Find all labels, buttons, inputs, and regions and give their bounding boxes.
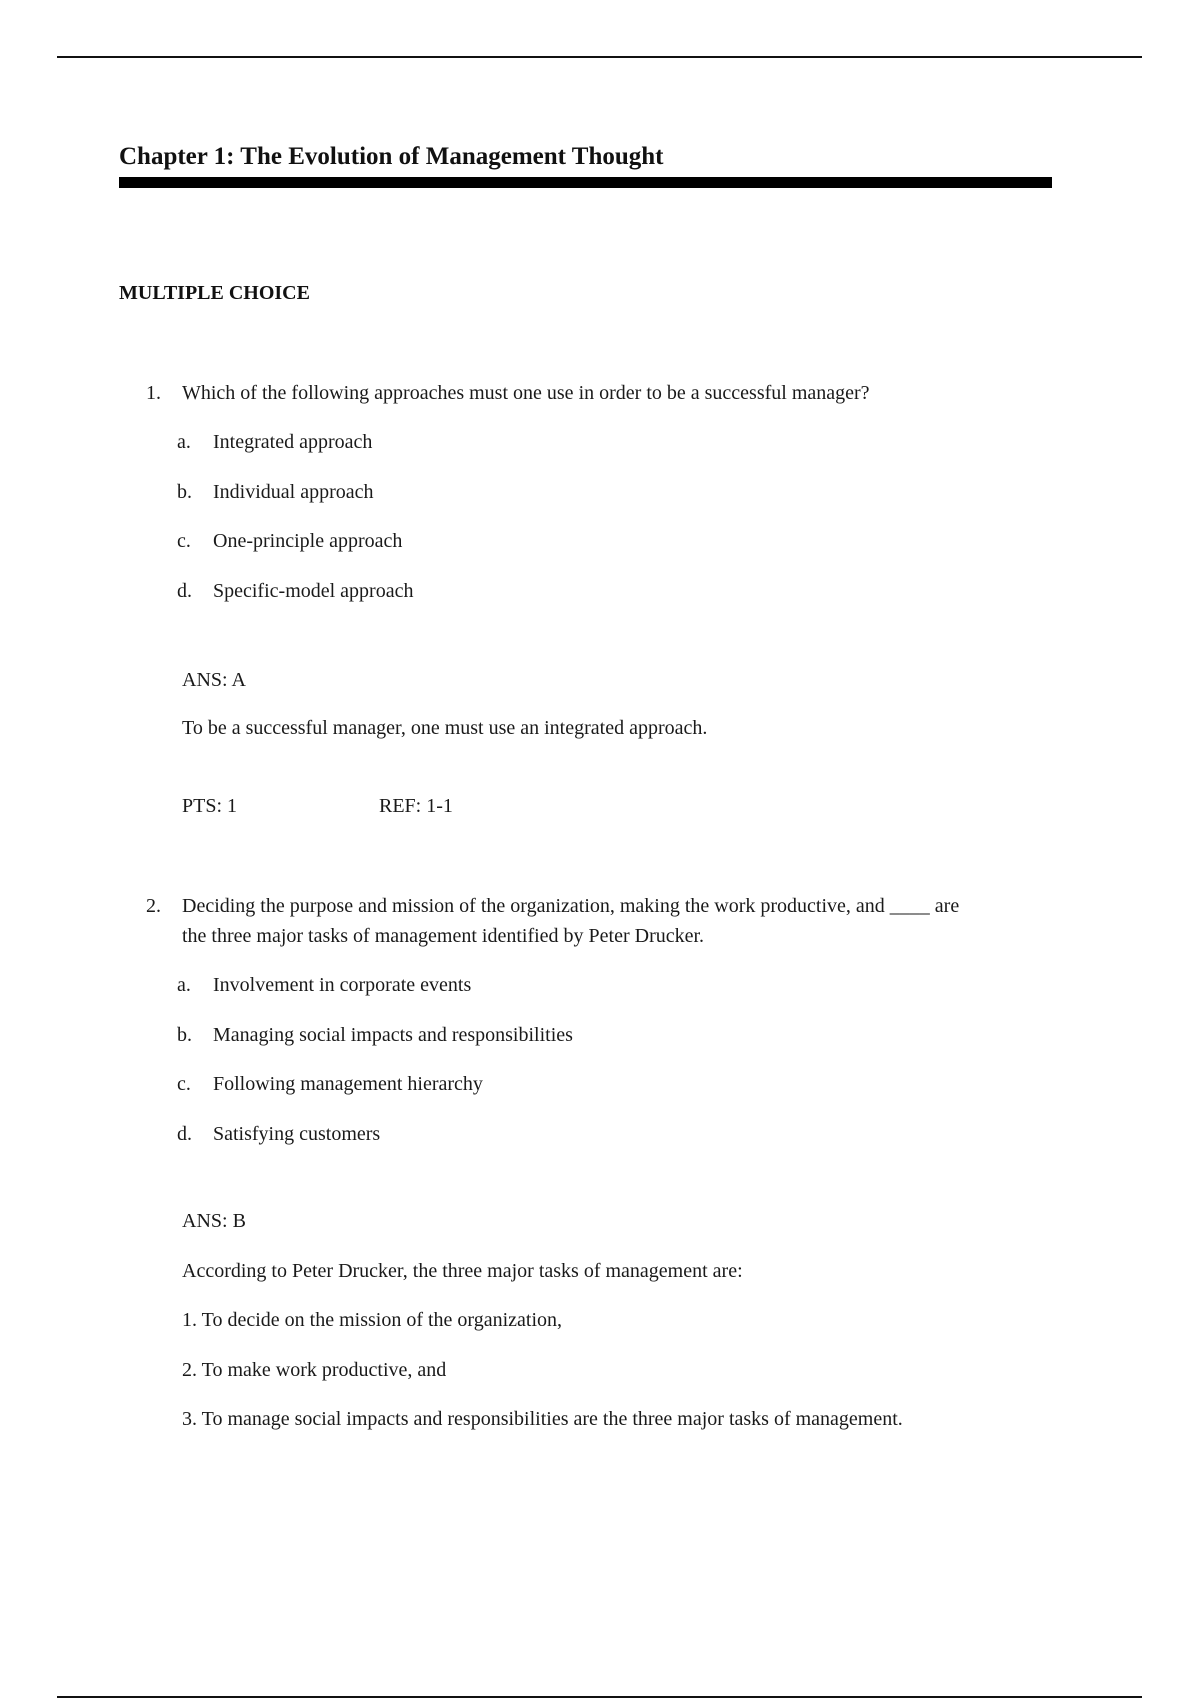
option-text: Following management hierarchy (213, 1073, 483, 1095)
answer-explanation: 1. To decide on the mission of the organization, (182, 1309, 563, 1331)
answer-explanation: 2. To make work productive, and (182, 1359, 447, 1381)
section-heading: MULTIPLE CHOICE (119, 282, 310, 304)
option-text: Involvement in corporate events (213, 974, 472, 996)
chapter-title: Chapter 1: The Evolution of Management Thought (119, 143, 664, 170)
points-label: PTS: 1 (182, 795, 238, 817)
option-letter: b. (177, 481, 192, 503)
option-text: One-principle approach (213, 530, 403, 552)
option-text: Specific-model approach (213, 580, 414, 602)
footer-rule (57, 1696, 1142, 1698)
answer-explanation: To be a successful manager, one must use an integrated approach. (182, 717, 708, 739)
question-text: Deciding the purpose and mission of the organization, making the work productive, and ____ are (182, 895, 960, 917)
answer-explanation: According to Peter Drucker, the three major tasks of management are: (182, 1260, 743, 1282)
title-underline-bar (119, 177, 1052, 188)
option-letter: b. (177, 1024, 192, 1046)
option-text: Managing social impacts and responsibilities (213, 1024, 573, 1046)
answer-key: ANS: B (182, 1210, 246, 1232)
option-text: Satisfying customers (213, 1123, 381, 1145)
option-letter: a. (177, 431, 191, 453)
option-letter: d. (177, 1123, 192, 1145)
reference-label: REF: 1-1 (379, 795, 453, 817)
question-number: 1. (146, 382, 161, 404)
question-text: the three major tasks of management identified by Peter Drucker. (182, 925, 705, 947)
option-letter: d. (177, 580, 192, 602)
option-letter: c. (177, 1073, 191, 1095)
option-text: Integrated approach (213, 431, 373, 453)
answer-explanation: 3. To manage social impacts and responsibilities are the three major tasks of management. (182, 1408, 903, 1430)
option-letter: c. (177, 530, 191, 552)
answer-key: ANS: A (182, 669, 246, 691)
option-text: Individual approach (213, 481, 374, 503)
option-letter: a. (177, 974, 191, 996)
header-rule (57, 56, 1142, 58)
question-number: 2. (146, 895, 161, 917)
question-text: Which of the following approaches must one use in order to be a successful manager? (182, 382, 870, 404)
